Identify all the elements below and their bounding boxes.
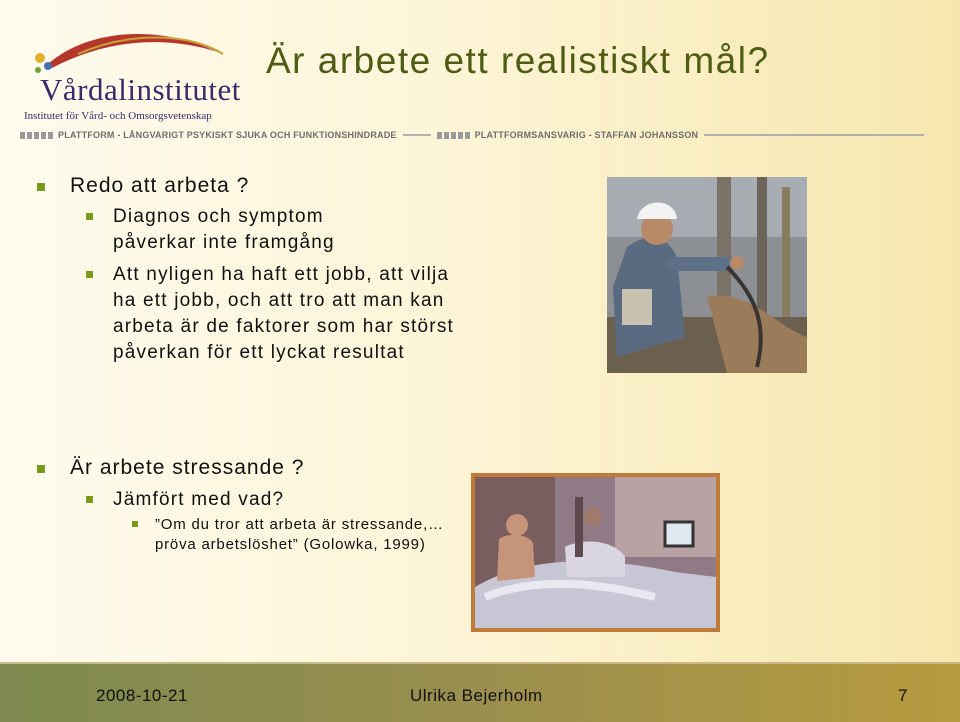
platform-strip [20, 128, 940, 142]
bullet-stressande: Är arbete stressande ? [70, 456, 305, 479]
vardalinstitutet-logo [18, 24, 248, 124]
bedroom-image-icon [475, 477, 716, 628]
bullet-square-icon [86, 213, 93, 220]
bullet-square-icon [132, 521, 138, 527]
worker-photo [607, 177, 807, 373]
bullet-square-icon [86, 496, 93, 503]
bullet-square-icon [37, 465, 45, 473]
platform-label: PLATTFORM - LÅNGVARIGT PSYKISKT SJUKA OCH FUNKTIONSHINDRADE [58, 130, 397, 140]
footer-bar [0, 662, 960, 722]
platform-strip-right [437, 128, 925, 142]
bullet-square-icon [86, 271, 93, 278]
strip-blocks-icon [437, 132, 470, 139]
bullet-diagnos: Diagnos och symptom påverkar inte framgång [113, 206, 335, 253]
platform-responsible-label: PLATTFORMSANSVARIG - STAFFAN JOHANSSON [474, 130, 699, 140]
platform-strip-left [20, 128, 431, 142]
worker-image-icon [607, 177, 807, 373]
slide-title: Är arbete ett realistiskt mål? [266, 40, 770, 81]
bedroom-photo [471, 473, 720, 632]
footer-author: Ulrika Bejerholm [410, 686, 543, 705]
bullet-golowka-quote: ”Om du tror att arbeta är stressande,…pröva arbetslöshet” (Golowka, 1999) [155, 516, 444, 553]
logo-subtitle: Institutet för Vård- och Omsorgsvetenskap [24, 110, 212, 122]
strip-blocks-icon [20, 132, 53, 139]
footer-page-number: 7 [898, 686, 908, 705]
bullet-nyligen: Att nyligen ha haft ett jobb, att vilja ha ett jobb, och att tro att man kan arbeta är de faktorer som har störst påverkan för ett lyckat resultat [113, 264, 454, 363]
bullet-jamfort: Jämfört med vad? [113, 489, 285, 510]
bullet-square-icon [37, 183, 45, 191]
bullet-redo: Redo att arbeta ? [70, 174, 250, 197]
logo-name: Vårdalinstitutet [40, 72, 241, 107]
footer-date: 2008-10-21 [96, 686, 188, 705]
